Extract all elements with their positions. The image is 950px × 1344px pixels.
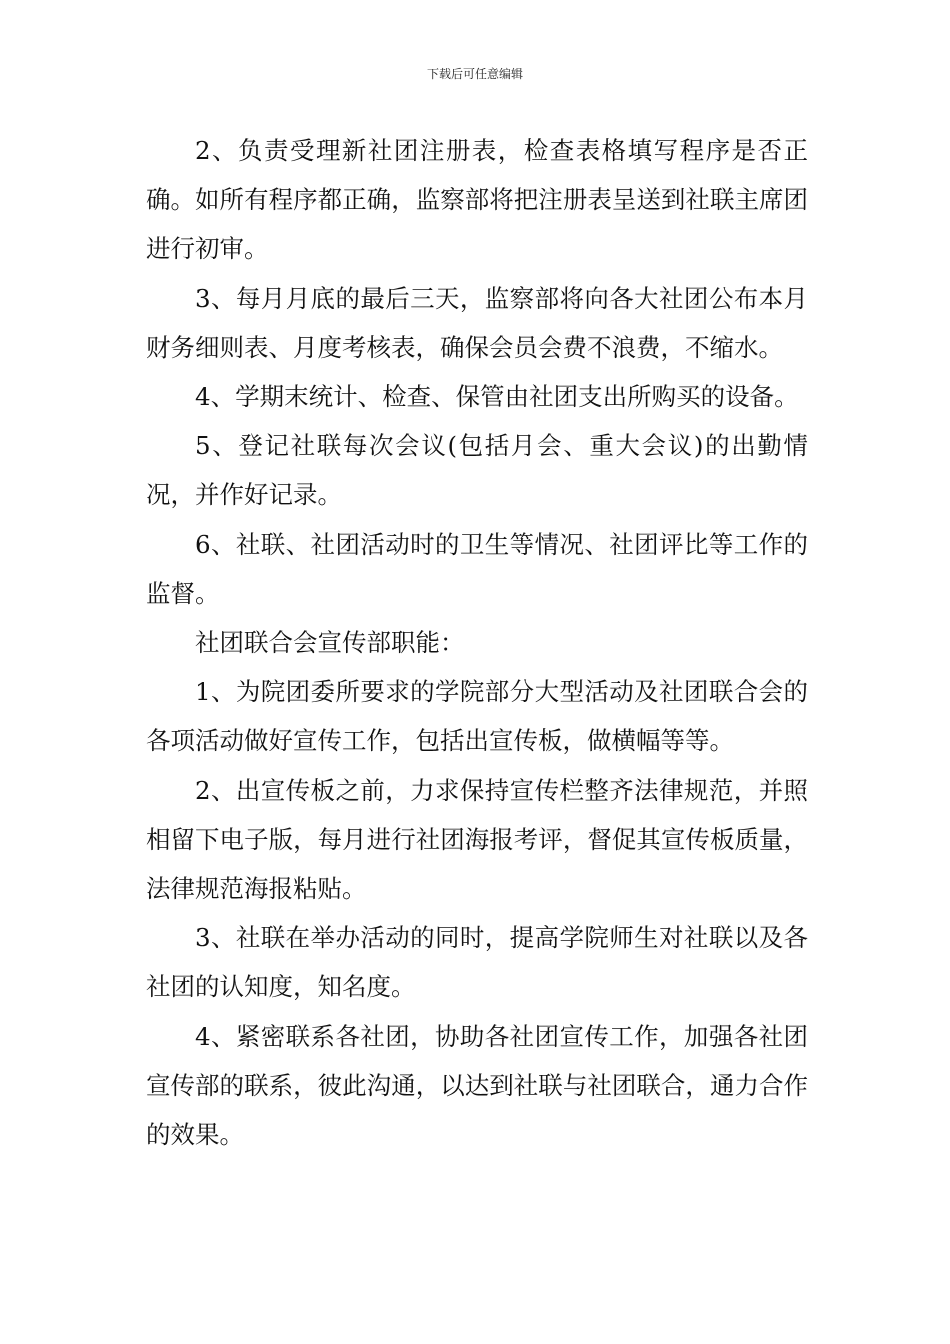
- paragraph-publicity-2: 2、出宣传板之前，力求保持宣传栏整齐法律规范，并照相留下电子版，每月进行社团海报考评，督促其宣传板质量，法律规范海报粘贴。: [146, 775, 808, 904]
- paragraph-publicity-1: 1、为院团委所要求的学院部分大型活动及社团联合会的各项活动做好宣传工作，包括出宣传板，做横幅等等。: [146, 677, 808, 756]
- paragraph-duty-2: 2、负责受理新社团注册表，检查表格填写程序是否正确。如所有程序都正确，监察部将把注册表呈送到社联主席团进行初审。: [146, 136, 808, 264]
- paragraph-publicity-4: 4、紧密联系各社团，协助各社团宣传工作，加强各社团宣传部的联系，彼此沟通，以达到社联与社团联合，通力合作的效果。: [146, 1021, 808, 1150]
- paragraph-duty-4: 4、学期末统计、检查、保管由社团支出所购买的设备。: [195, 382, 799, 412]
- paragraph-duty-5: 5、登记社联每次会议(包括月会、重大会议)的出勤情况，并作好记录。: [146, 431, 808, 510]
- document-body: [146, 126, 808, 1159]
- paragraph-duty-6: 6、社联、社团活动时的卫生等情况、社团评比等工作的监督。: [146, 529, 808, 608]
- paragraph-publicity-3: 3、社联在举办活动的同时，提高学院师生对社联以及各社团的认知度，知名度。: [146, 923, 808, 1002]
- section-heading-publicity: 社团联合会宣传部职能：: [195, 628, 465, 658]
- paragraph-duty-3: 3、每月月底的最后三天，监察部将向各大社团公布本月财务细则表、月度考核表，确保会员会费不浪费，不缩水。: [146, 283, 808, 362]
- header-note: 下载后可任意编辑: [426, 67, 523, 81]
